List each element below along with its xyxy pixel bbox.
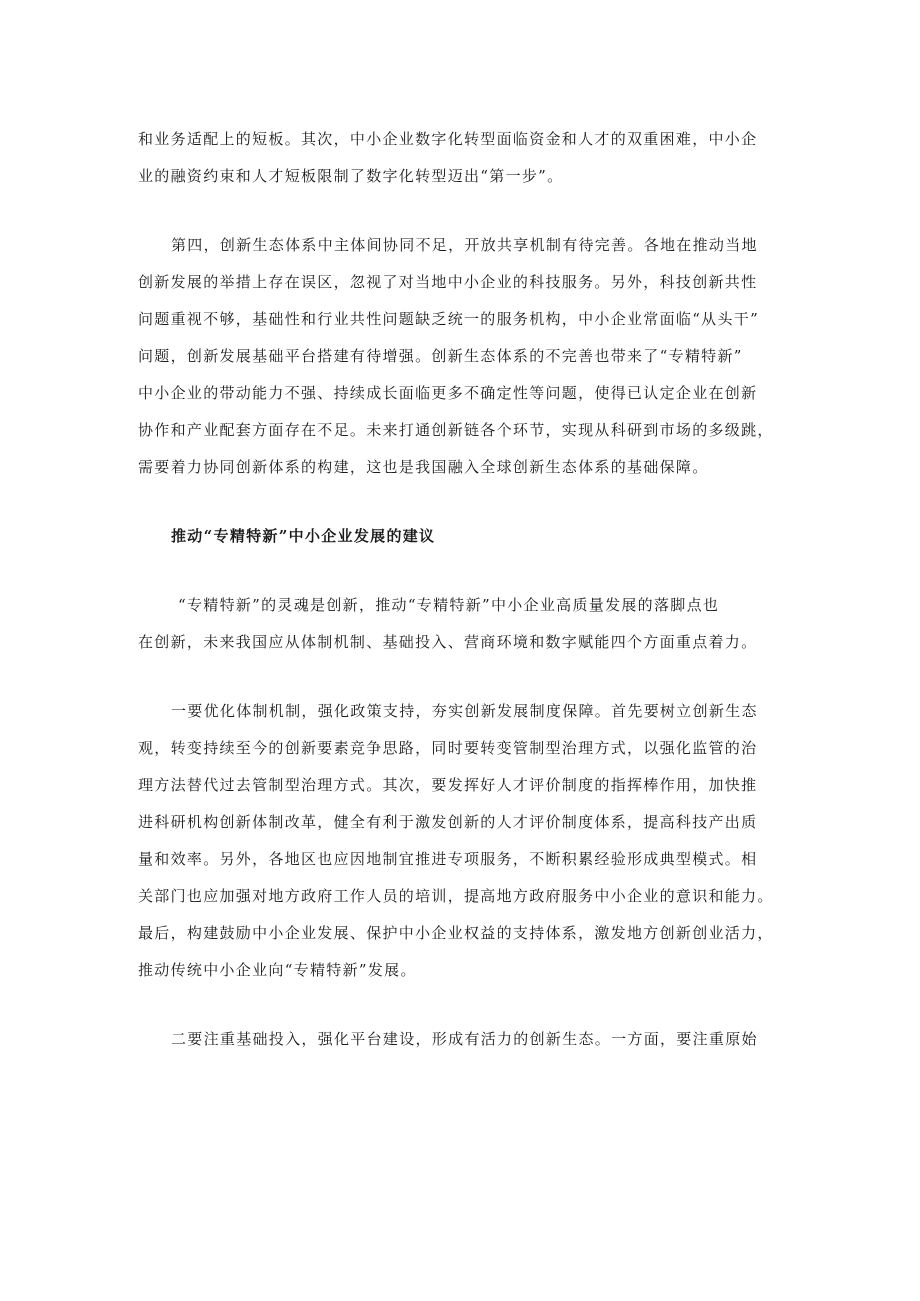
paragraph-gap: [138, 195, 784, 227]
text-line: 和业务适配上的短板。其次，中小企业数字化转型面临资金和人才的双重困难，中小企: [138, 130, 758, 148]
text-line: 协作和产业配套方面存在不足。未来打通创新链各个环节，实现从科研到市场的多级跳，: [138, 421, 774, 439]
text-line: “专精特新”的灵魂是创新，推动“专精特新”中小企业高质量发展的落脚点也: [178, 596, 720, 614]
paragraph-continuation: [138, 121, 784, 195]
paragraph-gap: [138, 555, 784, 587]
text-line: 问题，创新发展基础平台搭建有待增强。创新生态体系的不完善也带来了“专精特新”: [138, 347, 743, 365]
text-line: 量和效率。另外，各地区也应因地制宜推进专项服务，不断积累经验形成典型模式。相: [138, 850, 758, 868]
text-line: 创新发展的举措上存在误区，忽视了对当地中小企业的科技服务。另外，科技创新共性: [138, 273, 758, 291]
text-line: 最后，构建鼓励中小企业发展、保护中小企业权益的支持体系，激发地方创新创业活力，: [138, 924, 774, 942]
paragraph-fourth-issue: [138, 227, 784, 486]
text-line: 问题重视不够，基础性和行业共性问题缺乏统一的服务机构，中小企业常面临“从头干”: [138, 310, 760, 328]
paragraph-second-suggestion: [138, 1021, 784, 1058]
text-line: 需要着力协同创新体系的构建，这也是我国融入全球创新生态体系的基础保障。: [138, 458, 709, 476]
text-line: 一要优化体制机制，强化政策支持，夯实创新发展制度保障。首先要树立创新生态: [171, 702, 758, 720]
text-line: 第四，创新生态体系中主体间协同不足，开放共享机制有待完善。各地在推动当地: [171, 236, 758, 254]
text-line: 业的融资约束和人才短板限制了数字化转型迈出“第一步”。: [138, 167, 564, 185]
section-heading: 推动“专精特新”中小企业发展的建议: [171, 527, 436, 545]
text-line: 二要注重基础投入，强化平台建设，形成有活力的创新生态。一方面，要注重原始: [171, 1030, 758, 1048]
text-line: 推动传统中小企业向“专精特新”发展。: [138, 961, 417, 979]
paragraph-gap: [138, 989, 784, 1021]
text-line: 理方法替代过去管制型治理方式。其次，要发挥好人才评价制度的指挥棒作用，加快推: [138, 776, 758, 794]
text-line: 进科研机构创新体制改革，健全有利于激发创新的人才评价制度体系，提高科技产出质: [138, 813, 758, 831]
paragraph-intro-suggestions: [138, 587, 784, 661]
text-line: 关部门也应加强对地方政府工作人员的培训，提高地方政府服务中小企业的意识和能力。: [138, 887, 774, 905]
document-body: [138, 121, 784, 1058]
text-line: 中小企业的带动能力不强、持续成长面临更多不确定性等问题，使得已认定企业在创新: [138, 384, 758, 402]
text-line: 观，转变持续至今的创新要素竞争思路，同时要转变管制型治理方式，以强化监管的治: [138, 739, 758, 757]
paragraph-gap: [138, 486, 784, 518]
paragraph-gap: [138, 661, 784, 693]
text-line: 在创新，未来我国应从体制机制、基础投入、营商环境和数字赋能四个方面重点着力。: [138, 633, 758, 651]
paragraph-first-suggestion: [138, 693, 784, 989]
